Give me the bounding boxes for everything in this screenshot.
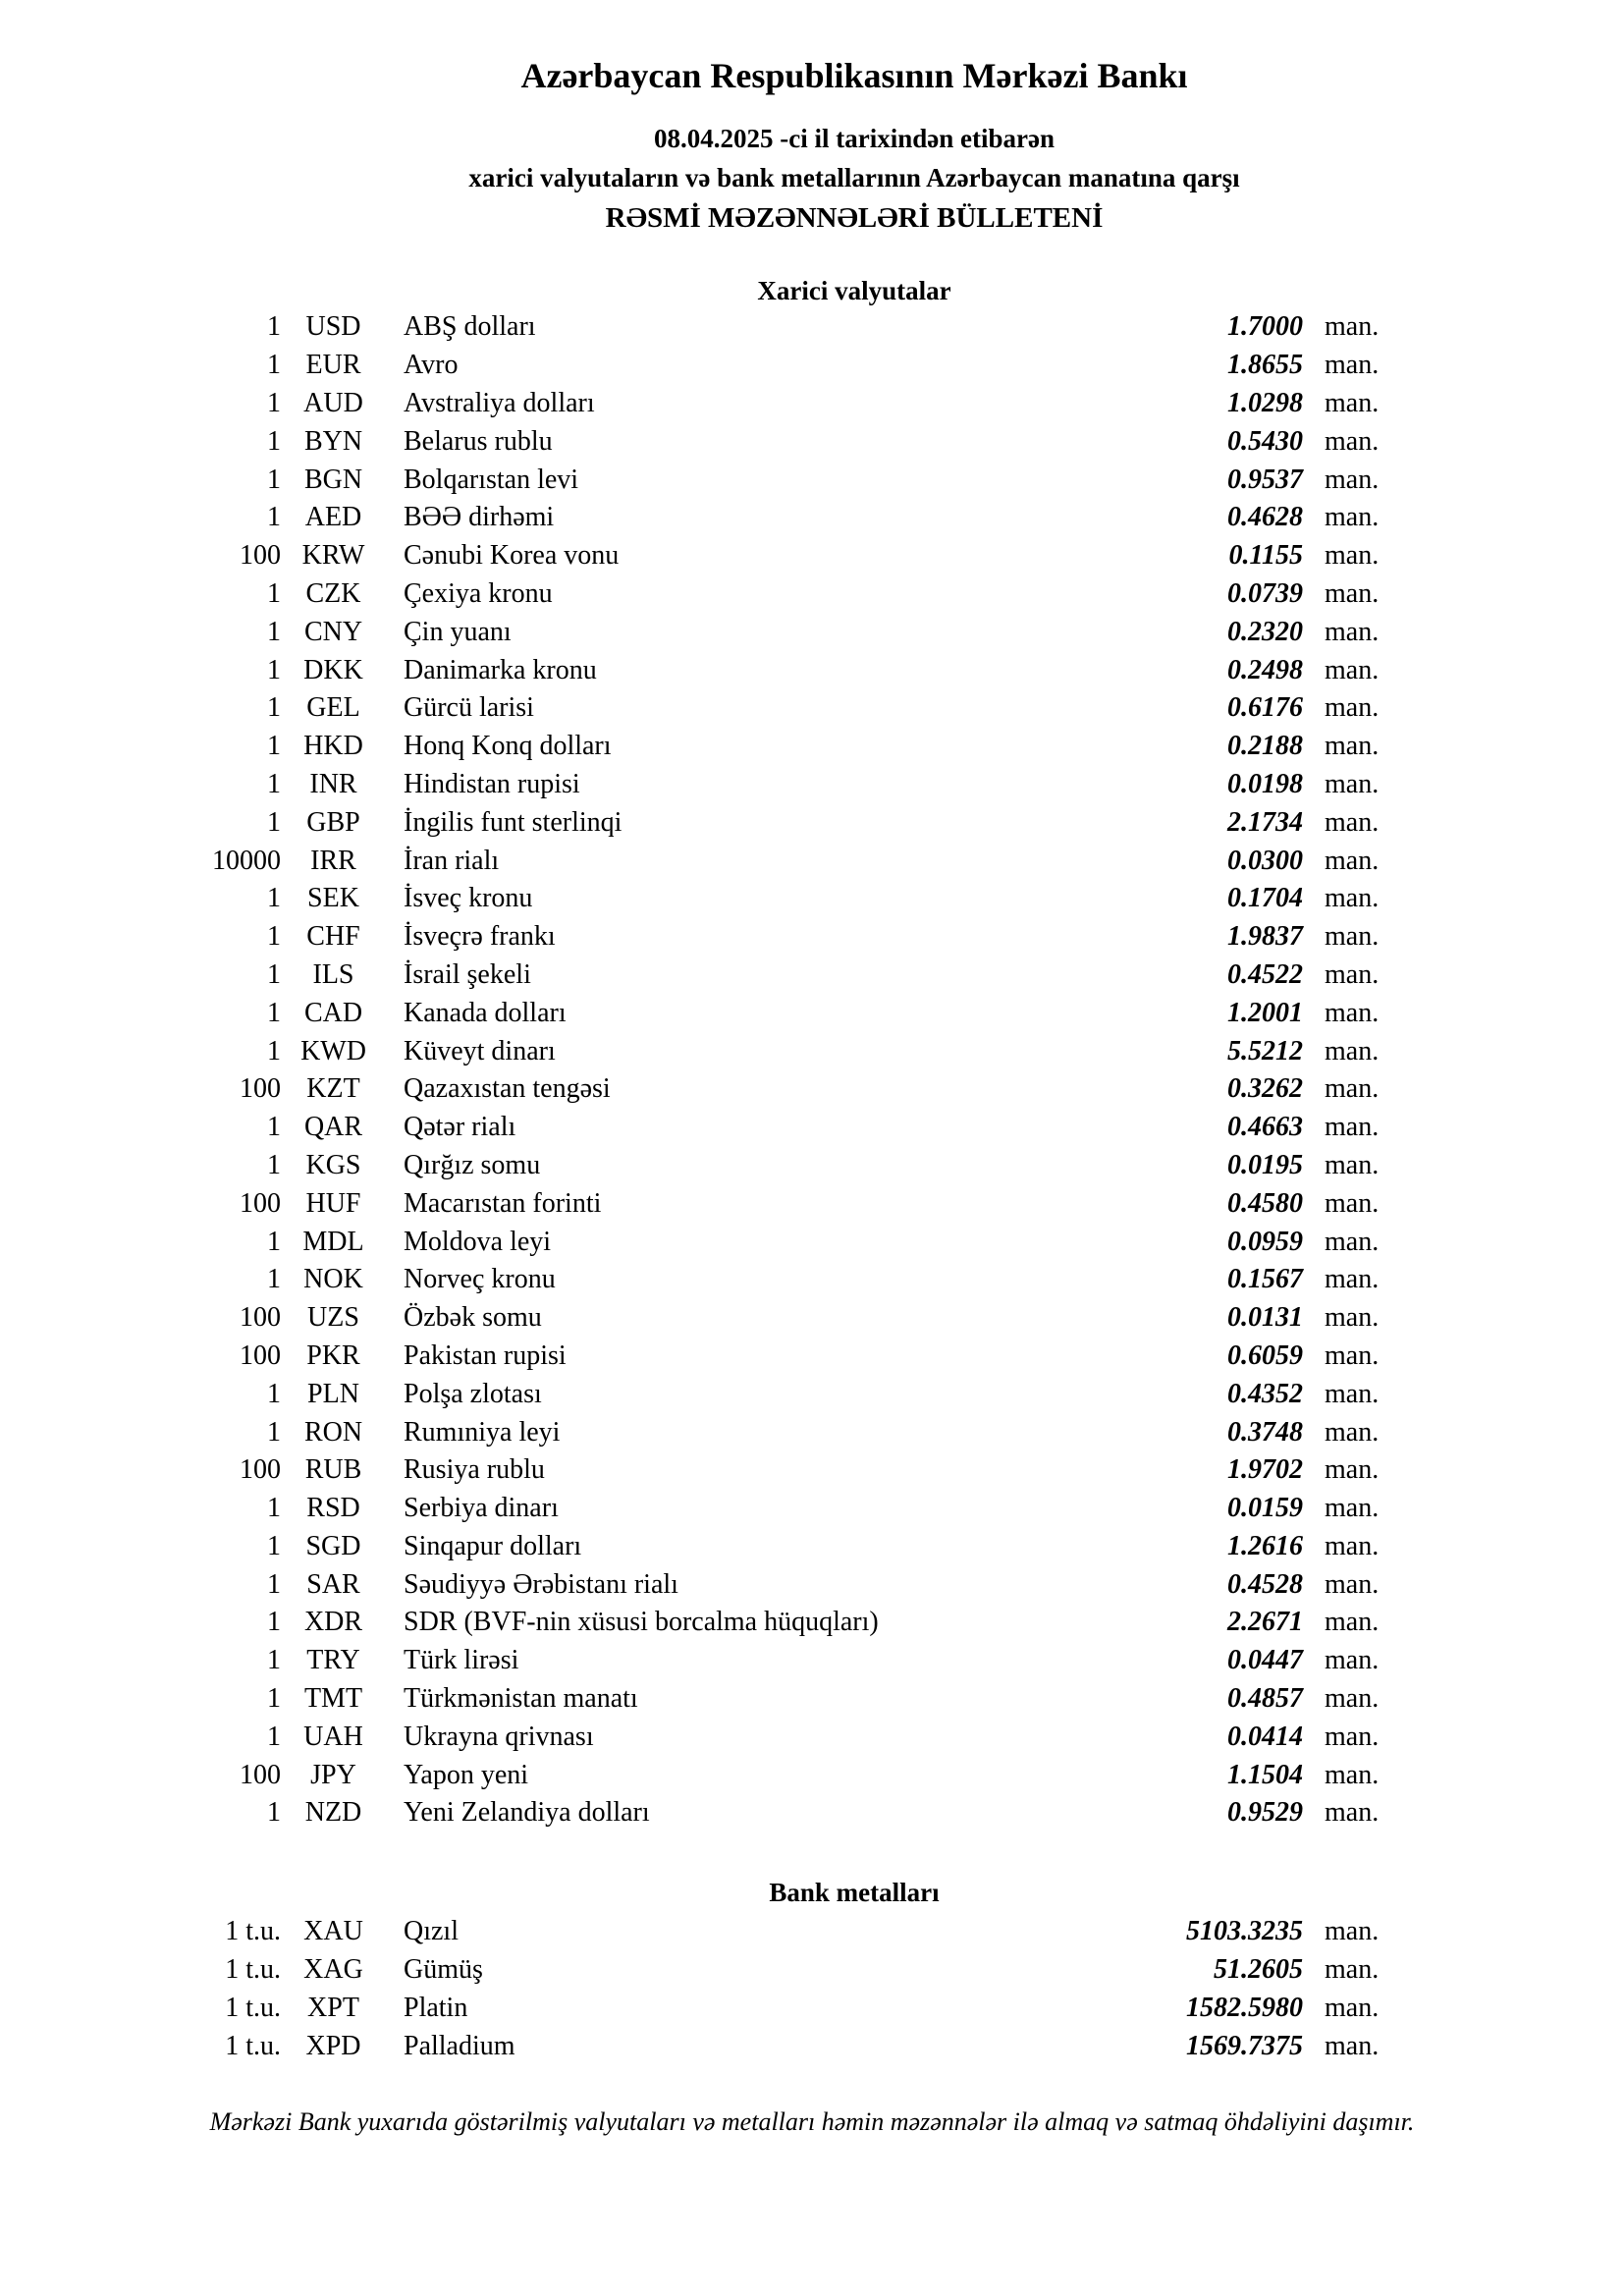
rate-quantity: 1 [267,997,281,1028]
currency-name: Hindistan rupisi [404,768,580,799]
rate-unit: man. [1325,616,1380,647]
rate-quantity: 1 [267,1607,281,1638]
rate-value: 2.2671 [1227,1607,1303,1638]
rate-row [0,1338,1394,1376]
currency-name: Bolqarıstan levi [404,464,579,495]
currency-code: UAH [303,1721,363,1752]
currency-code: RON [303,1416,363,1448]
currency-code: AUD [303,387,363,418]
rate-quantity: 1 [267,1568,281,1600]
rate-value: 0.3262 [1227,1073,1303,1105]
rate-row [0,689,1394,728]
rate-value: 0.4663 [1227,1112,1303,1143]
currency-name: Qırğız somu [404,1149,541,1180]
rate-value: 0.9537 [1227,464,1303,495]
rate-unit: man. [1325,997,1380,1028]
rate-quantity: 100 [240,540,281,572]
rate-value: 51.2605 [1214,1954,1303,1986]
rate-row [0,499,1394,537]
rate-row [0,1261,1394,1299]
currency-name: Moldova leyi [404,1226,552,1257]
rate-row [0,575,1394,614]
rate-quantity: 1 t.u. [225,1916,281,1947]
currency-name: Qazaxıstan tengəsi [404,1073,611,1105]
rate-row [0,1718,1394,1756]
currency-name: SDR (BVF-nin xüsusi borcalma hüquqları) [404,1607,879,1638]
rate-row [0,1223,1394,1261]
rate-row [0,1913,1394,1951]
rate-unit: man. [1325,1645,1380,1676]
rate-value: 0.4580 [1227,1187,1303,1219]
rate-value: 5103.3235 [1186,1916,1303,1947]
bulletin-title: RƏSMİ MƏZƏNNƏLƏRİ BÜLLETENİ [605,202,1104,234]
currency-code: ILS [312,958,354,990]
rate-unit: man. [1325,1264,1380,1295]
rate-row [0,1299,1394,1338]
currency-code: KWD [300,1035,366,1066]
currency-code: SEK [307,883,359,914]
rate-unit: man. [1325,464,1380,495]
rate-quantity: 100 [240,1302,281,1334]
rate-quantity: 1 [267,616,281,647]
currency-name: Danimarka kronu [404,654,597,685]
rate-unit: man. [1325,1916,1380,1947]
rate-unit: man. [1325,1187,1380,1219]
currency-rates-table [0,308,1394,1832]
currency-name: Çin yuanı [404,616,512,647]
rate-unit: man. [1325,883,1380,914]
rate-quantity: 1 t.u. [225,1992,281,2023]
currency-code: NZD [304,1797,362,1829]
rate-value: 5.5212 [1227,1035,1303,1066]
rate-quantity: 1 [267,1416,281,1448]
currency-name: Norveç kronu [404,1264,556,1295]
rate-value: 0.4528 [1227,1568,1303,1600]
rate-unit: man. [1325,350,1380,381]
currency-name: Səudiyyə Ərəbistanı rialı [404,1568,678,1600]
section-heading-currencies: Xarici valyutalar [757,276,951,305]
rate-quantity: 1 [267,1378,281,1409]
rate-row [0,613,1394,651]
rate-unit: man. [1325,1992,1380,2023]
rate-value: 0.9529 [1227,1797,1303,1829]
currency-code: BYN [303,425,363,457]
rate-unit: man. [1325,654,1380,685]
rate-quantity: 1 [267,1797,281,1829]
currency-name: Platin [404,1992,468,2023]
rate-value: 0.2320 [1227,616,1303,647]
rate-quantity: 1 [267,692,281,724]
rate-row [0,766,1394,804]
rate-quantity: 1 [267,921,281,953]
rate-row [0,1680,1394,1719]
currency-code: INR [309,768,357,799]
rate-unit: man. [1325,1493,1380,1524]
currency-code: NOK [303,1264,363,1295]
currency-name: Qızıl [404,1916,459,1947]
currency-code: KZT [306,1073,360,1105]
currency-name: Türkmənistan manatı [404,1683,638,1715]
currency-code: EUR [305,350,361,381]
rate-value: 2.1734 [1227,806,1303,838]
rate-row [0,1375,1394,1413]
rate-quantity: 1 [267,768,281,799]
currency-code: XAU [303,1916,363,1947]
rate-quantity: 1 t.u. [225,2030,281,2061]
currency-code: SGD [305,1530,361,1561]
rate-unit: man. [1325,1607,1380,1638]
rate-value: 0.4857 [1227,1683,1303,1715]
rate-unit: man. [1325,1416,1380,1448]
section-heading-metals: Bank metalları [769,1878,940,1907]
currency-name: Gümüş [404,1954,483,1986]
rate-value: 0.0447 [1227,1645,1303,1676]
currency-code: CZK [305,577,361,609]
rate-unit: man. [1325,1073,1380,1105]
currency-name: Serbiya dinarı [404,1493,559,1524]
rate-unit: man. [1325,1035,1380,1066]
currency-code: DKK [303,654,363,685]
rate-quantity: 1 [267,1493,281,1524]
rate-value: 1.8655 [1227,350,1303,381]
currency-name: Küveyt dinarı [404,1035,556,1066]
rate-value: 0.0195 [1227,1149,1303,1180]
rate-value: 0.3748 [1227,1416,1303,1448]
currency-name: Qətər rialı [404,1112,516,1143]
rate-value: 1.1504 [1227,1759,1303,1790]
disclaimer-text: Mərkəzi Bank yuxarıda göstərilmiş valyutaları və metalları həmin məzənnələr ilə almaq və satmaq öhdəliyini daşımır. [209,2107,1415,2136]
currency-code: RUB [304,1454,362,1486]
currency-name: İngilis funt sterlinqi [404,806,623,838]
rate-row [0,537,1394,575]
rate-value: 1.9702 [1227,1454,1303,1486]
rate-unit: man. [1325,1454,1380,1486]
currency-code: HUF [305,1187,361,1219]
currency-name: Avro [404,350,459,381]
rate-quantity: 1 [267,1645,281,1676]
rate-value: 1.2001 [1227,997,1303,1028]
rate-quantity: 1 [267,577,281,609]
rate-row [0,1451,1394,1490]
currency-code: PKR [306,1339,360,1371]
currency-code: GEL [306,692,360,724]
rate-row [0,1528,1394,1566]
rate-row [0,308,1394,347]
currency-name: Avstraliya dolları [404,387,595,418]
rate-value: 0.0739 [1227,577,1303,609]
rate-value: 0.2498 [1227,654,1303,685]
rate-unit: man. [1325,768,1380,799]
currency-code: PLN [307,1378,359,1409]
currency-code: UZS [307,1302,359,1334]
rate-value: 0.0131 [1227,1302,1303,1334]
currency-name: İsveçrə frankı [404,921,556,953]
rate-quantity: 1 [267,806,281,838]
rate-unit: man. [1325,806,1380,838]
rate-value: 0.0159 [1227,1493,1303,1524]
rate-quantity: 1 [267,958,281,990]
rate-quantity: 1 [267,883,281,914]
currency-code: QAR [303,1112,363,1143]
rate-value: 0.6059 [1227,1339,1303,1371]
currency-code: HKD [303,731,363,762]
rate-row [0,422,1394,461]
rate-row [0,347,1394,385]
currency-code: RSD [306,1493,360,1524]
rate-row [0,1794,1394,1832]
rate-unit: man. [1325,1302,1380,1334]
rate-unit: man. [1325,577,1380,609]
rate-quantity: 1 [267,350,281,381]
rate-value: 0.0300 [1227,845,1303,876]
currency-name: Pakistan rupisi [404,1339,567,1371]
currency-name: Macarıstan forinti [404,1187,602,1219]
rate-quantity: 1 [267,387,281,418]
rate-quantity: 1 [267,1112,281,1143]
rate-quantity: 1 t.u. [225,1954,281,1986]
rate-value: 0.1704 [1227,883,1303,914]
rate-value: 0.4628 [1227,502,1303,533]
currency-name: Yapon yeni [404,1759,529,1790]
rate-row [0,1490,1394,1528]
currency-code: SAR [306,1568,360,1600]
rate-unit: man. [1325,1721,1380,1752]
rate-value: 0.4522 [1227,958,1303,990]
rate-row [0,1756,1394,1794]
rate-row [0,651,1394,689]
rate-unit: man. [1325,1683,1380,1715]
rate-unit: man. [1325,425,1380,457]
rate-quantity: 1 [267,502,281,533]
rate-row [0,461,1394,499]
currency-name: BƏƏ dirhəmi [404,502,555,533]
currency-name: Rumıniya leyi [404,1416,561,1448]
rate-quantity: 1 [267,1530,281,1561]
rate-unit: man. [1325,2030,1380,2061]
currency-code: BGN [303,464,363,495]
currency-code: JPY [310,1759,356,1790]
rate-value: 1.2616 [1227,1530,1303,1561]
rate-row [0,1604,1394,1642]
currency-code: TMT [303,1683,363,1715]
rate-row [0,2027,1394,2065]
rate-quantity: 1 [267,1721,281,1752]
rate-quantity: 1 [267,1264,281,1295]
rate-unit: man. [1325,1954,1380,1986]
currency-code: GBP [306,806,360,838]
currency-code: USD [305,311,361,343]
rate-unit: man. [1325,1112,1380,1143]
rate-value: 1582.5980 [1186,1992,1303,2023]
rate-value: 0.5430 [1227,425,1303,457]
effective-date-line: 08.04.2025 -ci il tarixindən etibarən [654,124,1055,153]
rate-quantity: 10000 [212,845,281,876]
rate-quantity: 100 [240,1187,281,1219]
currency-name: Türk lirəsi [404,1645,519,1676]
rate-row [0,1147,1394,1185]
currency-name: Rusiya rublu [404,1454,545,1486]
currency-name: ABŞ dolları [404,311,536,343]
currency-code: XAG [303,1954,363,1986]
currency-name: İsveç kronu [404,883,533,914]
rate-row [0,728,1394,766]
currency-name: Palladium [404,2030,515,2061]
metal-rates-table [0,1913,1394,2065]
rate-row [0,994,1394,1032]
currency-name: Özbək somu [404,1302,542,1334]
currency-code: MDL [302,1226,364,1257]
rate-row [0,1070,1394,1109]
rate-quantity: 100 [240,1454,281,1486]
currency-code: XPT [307,1992,359,2023]
rate-unit: man. [1325,958,1380,990]
currency-name: İsrail şekeli [404,958,531,990]
rate-value: 0.1567 [1227,1264,1303,1295]
currency-name: Yeni Zelandiya dolları [404,1797,650,1829]
rate-value: 1.0298 [1227,387,1303,418]
rate-value: 0.0959 [1227,1226,1303,1257]
rate-quantity: 1 [267,1035,281,1066]
rate-unit: man. [1325,311,1380,343]
rate-unit: man. [1325,1226,1380,1257]
currency-name: Honq Konq dolları [404,731,612,762]
rate-quantity: 1 [267,311,281,343]
currency-name: Sinqapur dolları [404,1530,582,1561]
currency-code: XDR [303,1607,363,1638]
rate-unit: man. [1325,1568,1380,1600]
rate-unit: man. [1325,1797,1380,1829]
currency-code: KRW [301,540,365,572]
rate-quantity: 1 [267,654,281,685]
rate-quantity: 1 [267,1683,281,1715]
rate-quantity: 100 [240,1073,281,1105]
rate-row [0,1565,1394,1604]
currency-code: CHF [306,921,360,953]
rate-quantity: 1 [267,731,281,762]
rate-row [0,385,1394,423]
rate-unit: man. [1325,387,1380,418]
rate-unit: man. [1325,1149,1380,1180]
currency-code: AED [304,502,362,533]
rate-value: 0.2188 [1227,731,1303,762]
rate-row [0,957,1394,995]
rate-unit: man. [1325,502,1380,533]
rate-row [0,1413,1394,1451]
currency-code: CAD [303,997,363,1028]
rate-row [0,803,1394,842]
rate-row [0,842,1394,880]
rate-row [0,1184,1394,1223]
rate-value: 1.7000 [1227,311,1303,343]
currency-code: TRY [306,1645,360,1676]
rate-value: 0.4352 [1227,1378,1303,1409]
page-title: Azərbaycan Respublikasının Mərkəzi Bankı [520,56,1188,95]
rate-value: 0.0414 [1227,1721,1303,1752]
rate-value: 0.1155 [1228,540,1303,572]
rate-quantity: 1 [267,464,281,495]
rate-row [0,1032,1394,1070]
rate-unit: man. [1325,692,1380,724]
currency-code: KGS [305,1149,361,1180]
rate-row [0,1951,1394,1990]
currency-code: XPD [305,2030,361,2061]
rate-row [0,918,1394,957]
currency-name: Gürcü larisi [404,692,534,724]
currency-name: Kanada dolları [404,997,567,1028]
rate-row [0,880,1394,918]
rate-quantity: 1 [267,425,281,457]
currency-code: CNY [303,616,363,647]
currency-name: Cənubi Korea vonu [404,540,620,572]
rate-unit: man. [1325,1759,1380,1790]
currency-name: İran rialı [404,845,500,876]
rate-quantity: 1 [267,1226,281,1257]
rate-quantity: 100 [240,1339,281,1371]
rate-unit: man. [1325,845,1380,876]
rate-unit: man. [1325,1378,1380,1409]
rate-quantity: 1 [267,1149,281,1180]
currency-name: Ukrayna qrivnası [404,1721,594,1752]
rate-unit: man. [1325,731,1380,762]
rate-value: 1.9837 [1227,921,1303,953]
rate-row [0,1109,1394,1147]
currency-name: Çexiya kronu [404,577,553,609]
rate-unit: man. [1325,540,1380,572]
rate-row [0,1990,1394,2028]
rate-unit: man. [1325,1530,1380,1561]
rate-quantity: 100 [240,1759,281,1790]
currency-code: IRR [310,845,356,876]
rate-value: 1569.7375 [1186,2030,1303,2061]
rate-value: 0.6176 [1227,692,1303,724]
currency-name: Belarus rublu [404,425,553,457]
currency-name: Polşa zlotası [404,1378,542,1409]
rate-value: 0.0198 [1227,768,1303,799]
rate-unit: man. [1325,1339,1380,1371]
rate-row [0,1642,1394,1680]
subtitle-line: xarici valyutaların və bank metallarının Azərbaycan manatına qarşı [468,163,1240,192]
rate-unit: man. [1325,921,1380,953]
